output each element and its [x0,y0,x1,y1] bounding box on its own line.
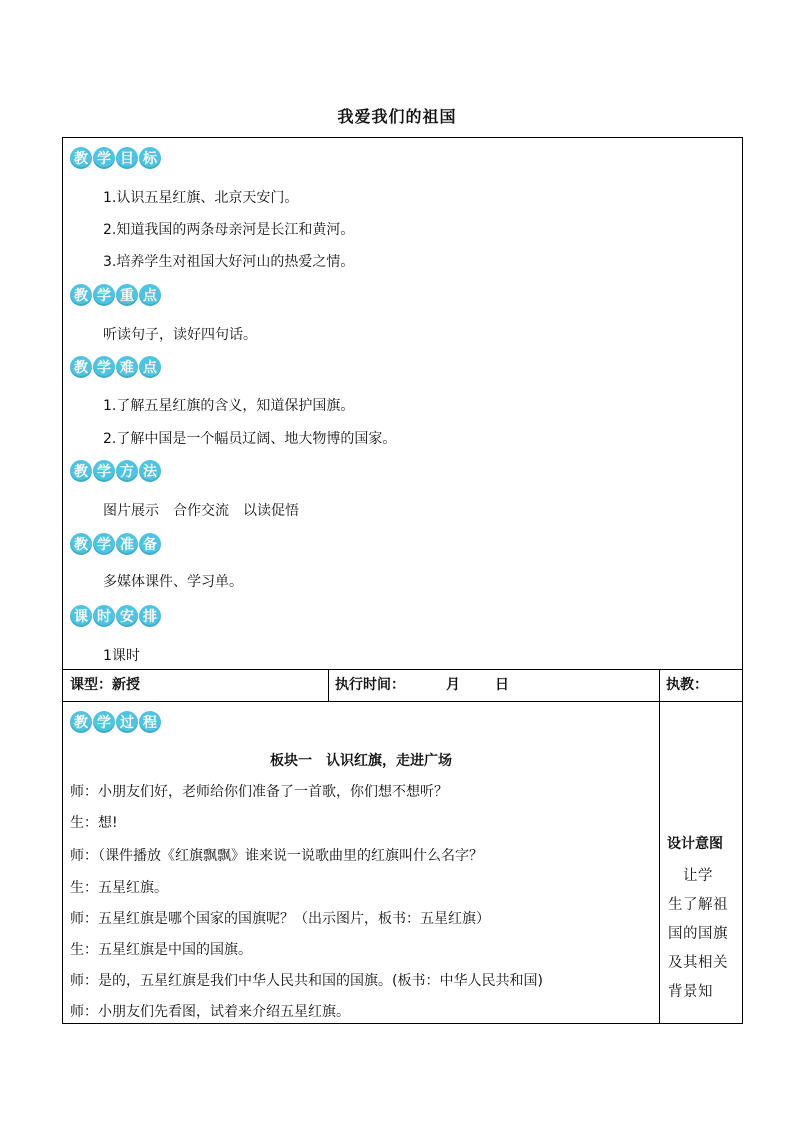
info-row [62,669,743,702]
page-title: 我爱我们的祖国 [337,107,457,126]
dialogue-line: 生：想! [70,815,118,831]
section-goals-badge: 教 学 目 标 [70,147,161,169]
divider [659,670,660,701]
lesson-type: 课型：新授 [70,677,140,693]
goal-item: 3.培养学生对祖国大好河山的热爱之情。 [103,254,355,270]
time-label: 执行时间： [335,677,405,693]
design-intent-text: 让学 生了解祖 国的国旗 及其相关 背景知 [668,868,728,1000]
design-intent-title: 设计意图 [667,836,723,852]
teaching-process-box [62,701,743,1024]
divider [328,670,329,701]
goal-item: 1.认识五星红旗、北京天安门。 [103,190,299,206]
section-prep-badge: 教 学 准 备 [70,533,161,555]
dialogue-line: 生：五星红旗。 [70,880,168,896]
difficulty-item: 1.了解五星红旗的含义，知道保护国旗。 [103,398,355,414]
process-main [63,702,659,1023]
section-difficulty-badge: 教 学 难 点 [70,356,161,378]
dialogue-line: 师：（课件播放《红旗飘飘》谁来说一说歌曲里的红旗叫什么名字？ [70,848,483,864]
key-item: 听读句子，读好四句话。 [103,327,257,343]
prep-item: 多媒体课件、学习单。 [103,574,243,590]
dialogue-line: 师：五星红旗是哪个国家的国旗呢？（出示图片，板书：五星红旗） [70,911,490,927]
lesson-overview-box [62,137,743,670]
section-schedule-badge: 课 时 安 排 [70,605,161,627]
dialogue-line: 师：小朋友们先看图，试着来介绍五星红旗。 [70,1004,350,1020]
design-intent-column [659,702,743,1023]
schedule-item: 1课时 [103,648,140,664]
dialogue-line: 师：是的，五星红旗是我们中华人民共和国的国旗。(板书：中华人民共和国) [70,973,543,989]
section-key-badge: 教 学 重 点 [70,284,161,306]
dialogue-line: 师：小朋友们好，老师给你们准备了一首歌，你们想不想听？ [70,784,448,800]
month-label: 月 [446,677,460,693]
day-label: 日 [495,677,509,693]
teacher-label: 执教： [666,677,708,693]
block-title: 板块一 认识红旗，走进广场 [270,753,452,769]
difficulty-item: 2.了解中国是一个幅员辽阔、地大物博的国家。 [103,431,397,447]
section-method-badge: 教 学 方 法 [70,460,161,482]
method-item: 图片展示 合作交流 以读促悟 [103,503,299,519]
dialogue-line: 生：五星红旗是中国的国旗。 [70,942,252,958]
goal-item: 2.知道我国的两条母亲河是长江和黄河。 [103,222,355,238]
section-process-badge: 教 学 过 程 [70,711,161,733]
